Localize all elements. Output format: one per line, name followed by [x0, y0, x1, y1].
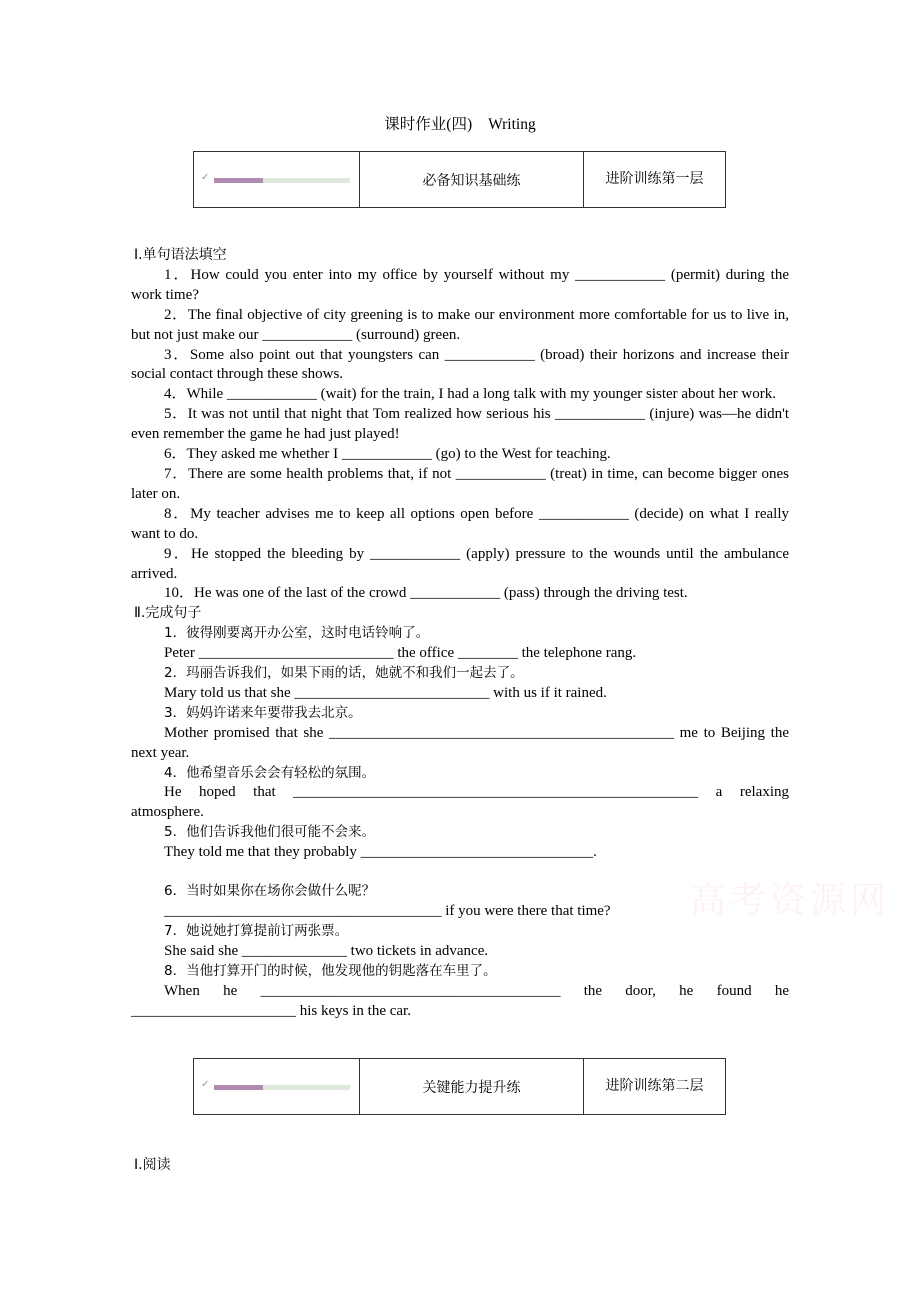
question-item: 9．He stopped the bleeding by ____________ (apply) pressure to the wounds until the ambulance arrived. — [131, 545, 789, 582]
question-item: 3．Some also point out that youngsters can ____________ (broad) their horizons and increase their social contact through these shows. — [131, 346, 789, 383]
question-item: 2．The final objective of city greening is to make our environment more comfortable for us to live in, but not just make our ____________ (surround) green. — [131, 306, 789, 343]
sentence-answer-en: They told me that they probably _______________________________. — [164, 844, 597, 861]
sentence-answer-en: He hoped that ______________________________________________________ a relaxing atmosphere. — [131, 784, 789, 821]
section-banner-1 — [193, 151, 726, 208]
sentence-prompt-zh: 8．当他打算开门的时候，他发现他的钥匙落在车里了。 — [164, 962, 497, 979]
question-item: 1．How could you enter into my office by yourself without my ____________ (permit) during the work time? — [131, 266, 789, 303]
sentence-answer-en: Peter __________________________ the office ________ the telephone rang. — [164, 645, 637, 662]
sentence-answer-en: _____________________________________ if you were there that time? — [164, 903, 611, 919]
sentence-prompt-zh: 1．彼得刚要离开办公室，这时电话铃响了。 — [164, 625, 430, 642]
page-title — [0, 112, 920, 134]
sentence-prompt-zh: 4．他希望音乐会会有轻松的氛围。 — [164, 764, 376, 781]
question-item: 10．He was one of the last of the crowd ____________ (pass) through the driving test. — [164, 585, 688, 602]
sentence-prompt-zh: 6．当时如果你在场你会做什么呢？ — [164, 883, 376, 900]
part2-heading: Ⅱ.完成句子 — [134, 605, 202, 622]
section-banner-2 — [193, 1058, 726, 1115]
banner-progress-graphic — [194, 1059, 360, 1114]
banner-section-title: 必备知识基础练 — [360, 152, 584, 207]
progress-bar-graphic — [214, 178, 350, 183]
sentence-answer-en: When he ________________________________________ the door, he found he ______________________ his keys in the car. — [131, 982, 789, 1019]
sentence-prompt-zh: 5．他们告诉我他们很可能不会来。 — [164, 824, 376, 841]
banner-level: 进阶训练第二层 — [605, 1077, 704, 1094]
sentence-answer-en: Mary told us that she __________________________ with us if it rained. — [164, 684, 607, 701]
sentence-prompt-zh: 7．她说她打算提前订两张票。 — [164, 922, 349, 939]
question-item: 4．While ____________ (wait) for the train, I had a long talk with my younger sister about her work. — [164, 386, 776, 403]
banner-level: 进阶训练第一层 — [605, 170, 704, 187]
sentence-prompt-zh: 3．妈妈许诺来年要带我去北京。 — [164, 704, 362, 721]
part1-heading: Ⅰ.单句语法填空 — [134, 247, 227, 263]
sentence-answer-en: She said she ______________ two tickets in advance. — [164, 942, 489, 959]
part3-heading: Ⅰ.阅读 — [134, 1157, 171, 1173]
question-item: 7．There are some health problems that, if not ____________ (treat) in time, can become bigger ones later on. — [131, 465, 789, 502]
sentence-prompt-zh: 2．玛丽告诉我们，如果下雨的话，她就不和我们一起去了。 — [164, 665, 524, 682]
sentence-answer-en: Mother promised that she ______________________________________________ me to Beijing the next year. — [131, 724, 789, 761]
title-zh: 课时作业(四) — [384, 116, 473, 133]
title-en: Writing — [488, 116, 536, 133]
watermark: 高考资源网 — [690, 880, 891, 921]
check-icon: ✓ — [201, 172, 210, 183]
question-item: 6．They asked me whether I ____________ (go) to the West for teaching. — [164, 446, 611, 463]
banner-progress-graphic — [194, 152, 360, 207]
question-item: 8．My teacher advises me to keep all options open before ____________ (decide) on what I really want to do. — [131, 505, 789, 542]
banner-section-title: 关键能力提升练 — [360, 1059, 584, 1114]
question-item: 5．It was not until that night that Tom realized how serious his ____________ (injure) was—he didn't even remember the game he had just played! — [131, 406, 789, 443]
progress-bar-graphic — [214, 1085, 350, 1090]
check-icon: ✓ — [201, 1079, 210, 1090]
